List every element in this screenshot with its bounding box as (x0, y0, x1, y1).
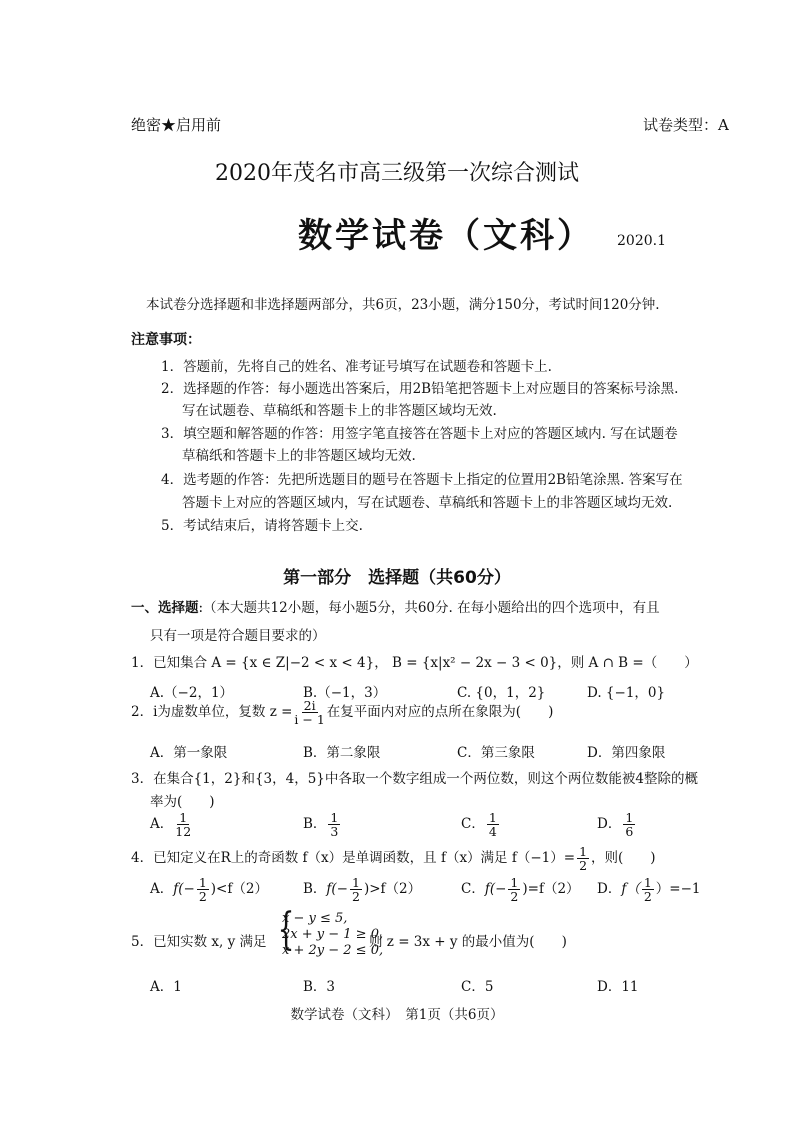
question-2 (131, 699, 553, 726)
q4-option-a (150, 876, 268, 903)
q3-option-d-den: 6 (625, 824, 634, 840)
q2-fraction (294, 699, 324, 726)
q3-option-b-den: 3 (330, 824, 339, 840)
q4-option-d-pre: f（ (621, 881, 640, 898)
q3-option-c-label: C． (461, 816, 485, 833)
q3-option-d-num: 1 (625, 810, 634, 825)
q4-option-c-post: )=f（2） (522, 881, 580, 898)
note-item: 草稿纸和答题卡上的非答题区域均无效. (182, 448, 416, 464)
system-brace: { (277, 904, 295, 955)
question-5-pre: 5．已知实数 x, y 满足 (131, 934, 267, 950)
confidential-label: 绝密★启用前 (131, 116, 222, 134)
q4-option-d-frac (642, 876, 654, 903)
q3-option-a (150, 811, 193, 838)
q4-option-b (303, 876, 421, 903)
q4-option-b-den: 2 (352, 889, 360, 905)
q3-option-c-num: 1 (488, 810, 497, 825)
q4-fraction (577, 845, 589, 872)
q3-option-d-frac (623, 811, 635, 838)
q2-option-d: D．第四象限 (587, 745, 666, 761)
note-item: 5．考试结束后，请将答题卡上交. (161, 518, 363, 534)
q3-option-b-num: 1 (330, 810, 339, 825)
section-label: 一、选择题 (131, 600, 199, 616)
note-item: 3．填空题和解答题的作答：用签字笔直接答在答题卡上对应的答题区域内. 写在试题卷 (161, 426, 678, 442)
q3-option-b-label: B． (303, 816, 327, 833)
q4-option-d-label: D． (597, 881, 622, 898)
note-item: 4．选考题的作答：先把所选题目的题号在答题卡上指定的位置用2B铅笔涂黑. 答案写在 (161, 472, 683, 488)
page-footer: 数学试卷（文科） 第1页（共6页） (290, 1007, 504, 1023)
question-1: 1．已知集合 A = {x ∈ Z|−2 < x < 4}， B = {x|x² − 2x − 3 < 0}，则 A ∩ B =（ ） (131, 655, 698, 671)
constraint-system (282, 911, 383, 959)
paper-main-title: 数学试卷（文科） (298, 216, 594, 256)
note-item: 2．选择题的作答：每小题选出答案后，用2B铅笔把答题卡上对应题目的答案标号涂黑. (161, 381, 679, 397)
q3-option-b-frac (328, 811, 340, 838)
q4-option-d-num: 1 (643, 875, 652, 890)
q4-option-a-frac (197, 876, 209, 903)
notes-heading: 注意事项： (131, 332, 201, 348)
q4-option-b-frac (350, 876, 362, 903)
section-heading (131, 596, 660, 616)
constraint-1: x − y ≤ 5, (282, 911, 348, 926)
q2-stem-pre: 2．i为虚数单位，复数 z = (131, 704, 293, 721)
q5-option-d: D．11 (597, 979, 639, 995)
q4-option-a-den: 2 (198, 889, 207, 905)
q4-option-b-pre: f(− (326, 881, 348, 898)
q1-option-b: B.（−1，3） (303, 685, 387, 701)
q3-option-a-frac (175, 811, 191, 838)
q2-frac-den: i − 1 (294, 712, 325, 728)
q4-option-c-pre: f(− (484, 881, 507, 898)
q4-option-c-den: 2 (510, 889, 519, 905)
paper-type-label: 试卷类型：A (643, 116, 729, 134)
q2-option-b: B．第二象限 (303, 745, 381, 761)
q4-frac-den: 2 (579, 858, 588, 874)
q4-option-d-den: 2 (643, 889, 652, 905)
q4-frac-num: 1 (579, 844, 588, 859)
q5-option-b: B．3 (303, 979, 336, 995)
q4-option-c-label: C． (461, 881, 485, 898)
q2-option-a: A．第一象限 (150, 745, 228, 761)
q4-option-b-label: B． (303, 881, 327, 898)
part-title: 第一部分 选择题（共60分） (283, 568, 511, 588)
q4-option-d (597, 876, 701, 903)
constraint-2: 2x + y − 1 ≥ 0, (282, 927, 384, 942)
note-item: 1．答题前，先将自己的姓名、准考证号填写在试题卷和答题卡上. (161, 359, 552, 375)
q4-option-a-post: )<f（2） (210, 881, 268, 898)
q4-stem-pre: 4．已知定义在R上的奇函数 f（x）是单调函数，且 f（x）满足 f（−1）= (131, 850, 576, 867)
section-text-cont: 只有一项是符合题目要求的） (150, 628, 326, 644)
q4-option-c-num: 1 (510, 875, 519, 890)
q3-option-a-label: A． (150, 816, 174, 833)
q4-option-a-pre: f(− (173, 881, 195, 898)
q4-option-b-post: )>f（2） (363, 881, 422, 898)
q2-option-c: C．第三象限 (457, 745, 535, 761)
exam-date: 2020.1 (617, 233, 666, 249)
note-item: 答题卡上对应的答题区域内，写在试题卷、草稿纸和答题卡上的非答题区域均无效. (182, 495, 673, 511)
constraint-3: x + 2y − 2 ≤ 0, (282, 943, 384, 958)
question-4 (131, 845, 656, 872)
q4-stem-post: ，则( ) (591, 850, 656, 867)
q3-option-c (461, 811, 501, 838)
q2-stem-post: 在复平面内对应的点所在象限为( ) (326, 704, 554, 721)
q5-option-c: C．5 (461, 979, 494, 995)
q1-option-d: D. {−1，0} (587, 685, 666, 701)
q1-option-c: C. {0，1，2} (457, 685, 546, 701)
q4-option-a-num: 1 (198, 875, 207, 890)
q4-option-d-post: ）=−1 (655, 881, 701, 898)
q4-option-c (461, 876, 580, 903)
question-3: 3．在集合{1，2}和{3，4，5}中各取一个数字组成一个两位数，则这个两位数能被4整除的概 (131, 771, 698, 787)
intro-text: 本试卷分选择题和非选择题两部分，共6页，23小题，满分150分，考试时间120分钟. (146, 297, 660, 313)
question-3-cont: 率为( ) (150, 794, 215, 810)
q1-option-a: A.（−2，1） (150, 685, 234, 701)
q4-option-b-num: 1 (352, 875, 360, 890)
q2-frac-num: 2i (303, 698, 316, 713)
q3-option-d (597, 811, 637, 838)
q3-option-b (303, 811, 342, 838)
q4-option-c-frac (508, 876, 520, 903)
exam-title: 2020年茂名市高三级第一次综合测试 (215, 161, 579, 186)
section-text: :（本大题共12小题，每小题5分，共60分. 在每小题给出的四个选项中，有且 (198, 600, 660, 616)
q3-option-c-frac (487, 811, 499, 838)
q4-option-a-label: A． (150, 881, 174, 898)
q3-option-a-num: 1 (179, 810, 188, 825)
q3-option-c-den: 4 (488, 824, 497, 840)
question-5-post: 则 z = 3x + y 的最小值为( ) (369, 934, 567, 950)
q3-option-a-den: 12 (175, 824, 192, 840)
q3-option-d-label: D． (597, 816, 622, 833)
q5-option-a: A．1 (150, 979, 182, 995)
note-item: 写在试题卷、草稿纸和答题卡上的非答题区域均无效. (182, 403, 497, 419)
